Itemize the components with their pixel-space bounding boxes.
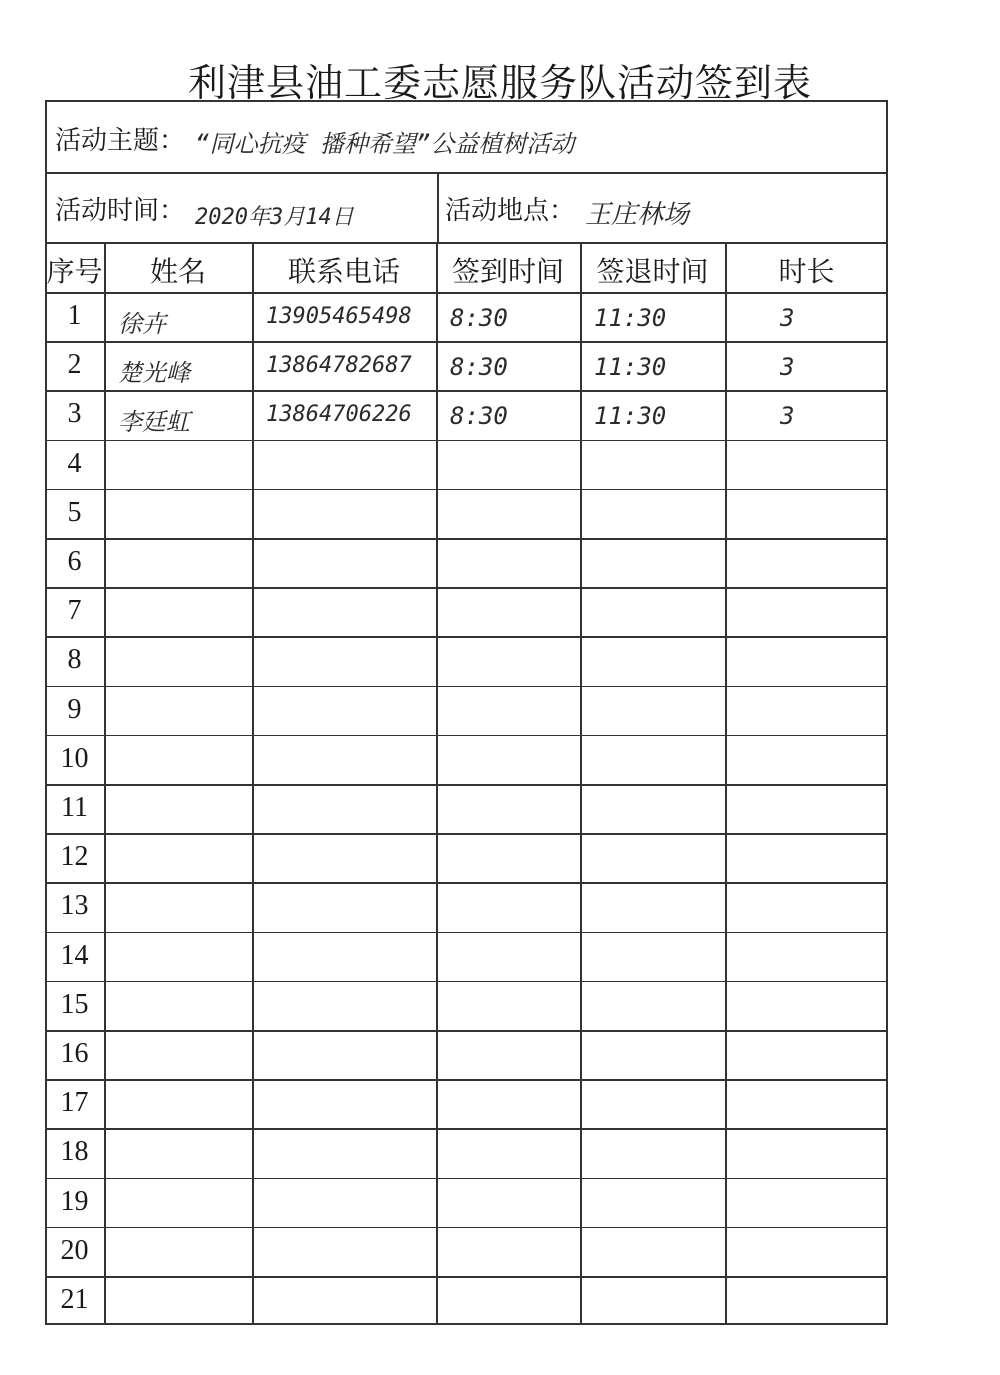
table-row [45, 1128, 888, 1177]
table-row [45, 1079, 888, 1128]
table-row [45, 1178, 888, 1227]
table-row [45, 882, 888, 931]
row-number: 15 [60, 988, 89, 1020]
row-number: 21 [60, 1284, 89, 1315]
row-number: 11 [61, 792, 88, 823]
row-number: 1 [67, 300, 82, 331]
row-number: 12 [60, 841, 89, 873]
row-number: 3 [67, 398, 82, 430]
activity-place-label: 活动地点： [445, 196, 576, 226]
table-row [45, 440, 888, 489]
column-header-checkin: 签到时间 [451, 255, 564, 288]
activity-place-value: 王庄林场 [585, 200, 690, 230]
table-row [45, 784, 888, 833]
column-header-no: 序号 [46, 255, 103, 288]
activity-time-value: 2020年3月14日 [195, 205, 354, 230]
cell-hours: 3 [780, 353, 795, 382]
row-number: 17 [60, 1087, 89, 1119]
cell-name: 李廷虹 [118, 408, 190, 437]
cell-checkout: 11:30 [594, 402, 667, 431]
row-number: 2 [67, 349, 82, 381]
column-header-name: 姓名 [149, 255, 206, 288]
column-header-checkout: 签退时间 [596, 255, 709, 288]
row-number: 16 [60, 1038, 89, 1069]
cell-checkout: 11:30 [594, 304, 667, 332]
theme-row-rule [45, 172, 888, 174]
row-number: 7 [67, 595, 82, 627]
table-row [45, 538, 888, 587]
cell-phone: 13905465498 [266, 304, 412, 329]
cell-phone: 13864706226 [266, 402, 412, 428]
cell-checkin: 8:30 [450, 304, 508, 332]
row-number: 4 [67, 447, 82, 479]
row-number: 6 [67, 546, 82, 577]
info-divider [437, 172, 439, 242]
table-row [45, 636, 888, 685]
table-row [45, 686, 888, 735]
table-row [45, 587, 888, 636]
table-row [45, 735, 888, 784]
sheet-title: 利津县油工委志愿服务队活动签到表 [187, 61, 812, 105]
row-number: 5 [67, 496, 82, 528]
row-number: 20 [60, 1234, 89, 1266]
table-row [45, 489, 888, 538]
table-row [45, 1276, 888, 1325]
cell-hours: 3 [780, 402, 795, 431]
row-number: 19 [60, 1185, 89, 1217]
table-row [45, 1227, 888, 1276]
row-number: 8 [67, 644, 82, 676]
row-number: 9 [67, 693, 82, 725]
row-number: 13 [60, 890, 89, 922]
column-header-hours: 时长 [778, 255, 835, 288]
cell-checkout: 11:30 [594, 353, 667, 382]
row-number: 10 [60, 742, 89, 774]
table-row [45, 932, 888, 981]
column-header-phone: 联系电话 [287, 255, 400, 288]
table-row [45, 1030, 888, 1079]
cell-hours: 3 [780, 304, 795, 332]
cell-checkin: 8:30 [450, 402, 508, 431]
table-row [45, 981, 888, 1030]
row-number: 18 [60, 1136, 89, 1168]
row-number: 14 [60, 939, 89, 971]
cell-name: 楚光峰 [118, 359, 190, 388]
activity-theme-label: 活动主题： [55, 126, 186, 156]
cell-name: 徐卉 [118, 310, 166, 338]
info-row-rule [45, 242, 888, 244]
cell-checkin: 8:30 [450, 353, 508, 382]
activity-time-label: 活动时间： [55, 196, 186, 226]
table-row [45, 833, 888, 882]
activity-theme-value: “同心抗疫 播种希望”公益植树活动 [195, 130, 575, 158]
cell-phone: 13864782687 [266, 353, 412, 379]
